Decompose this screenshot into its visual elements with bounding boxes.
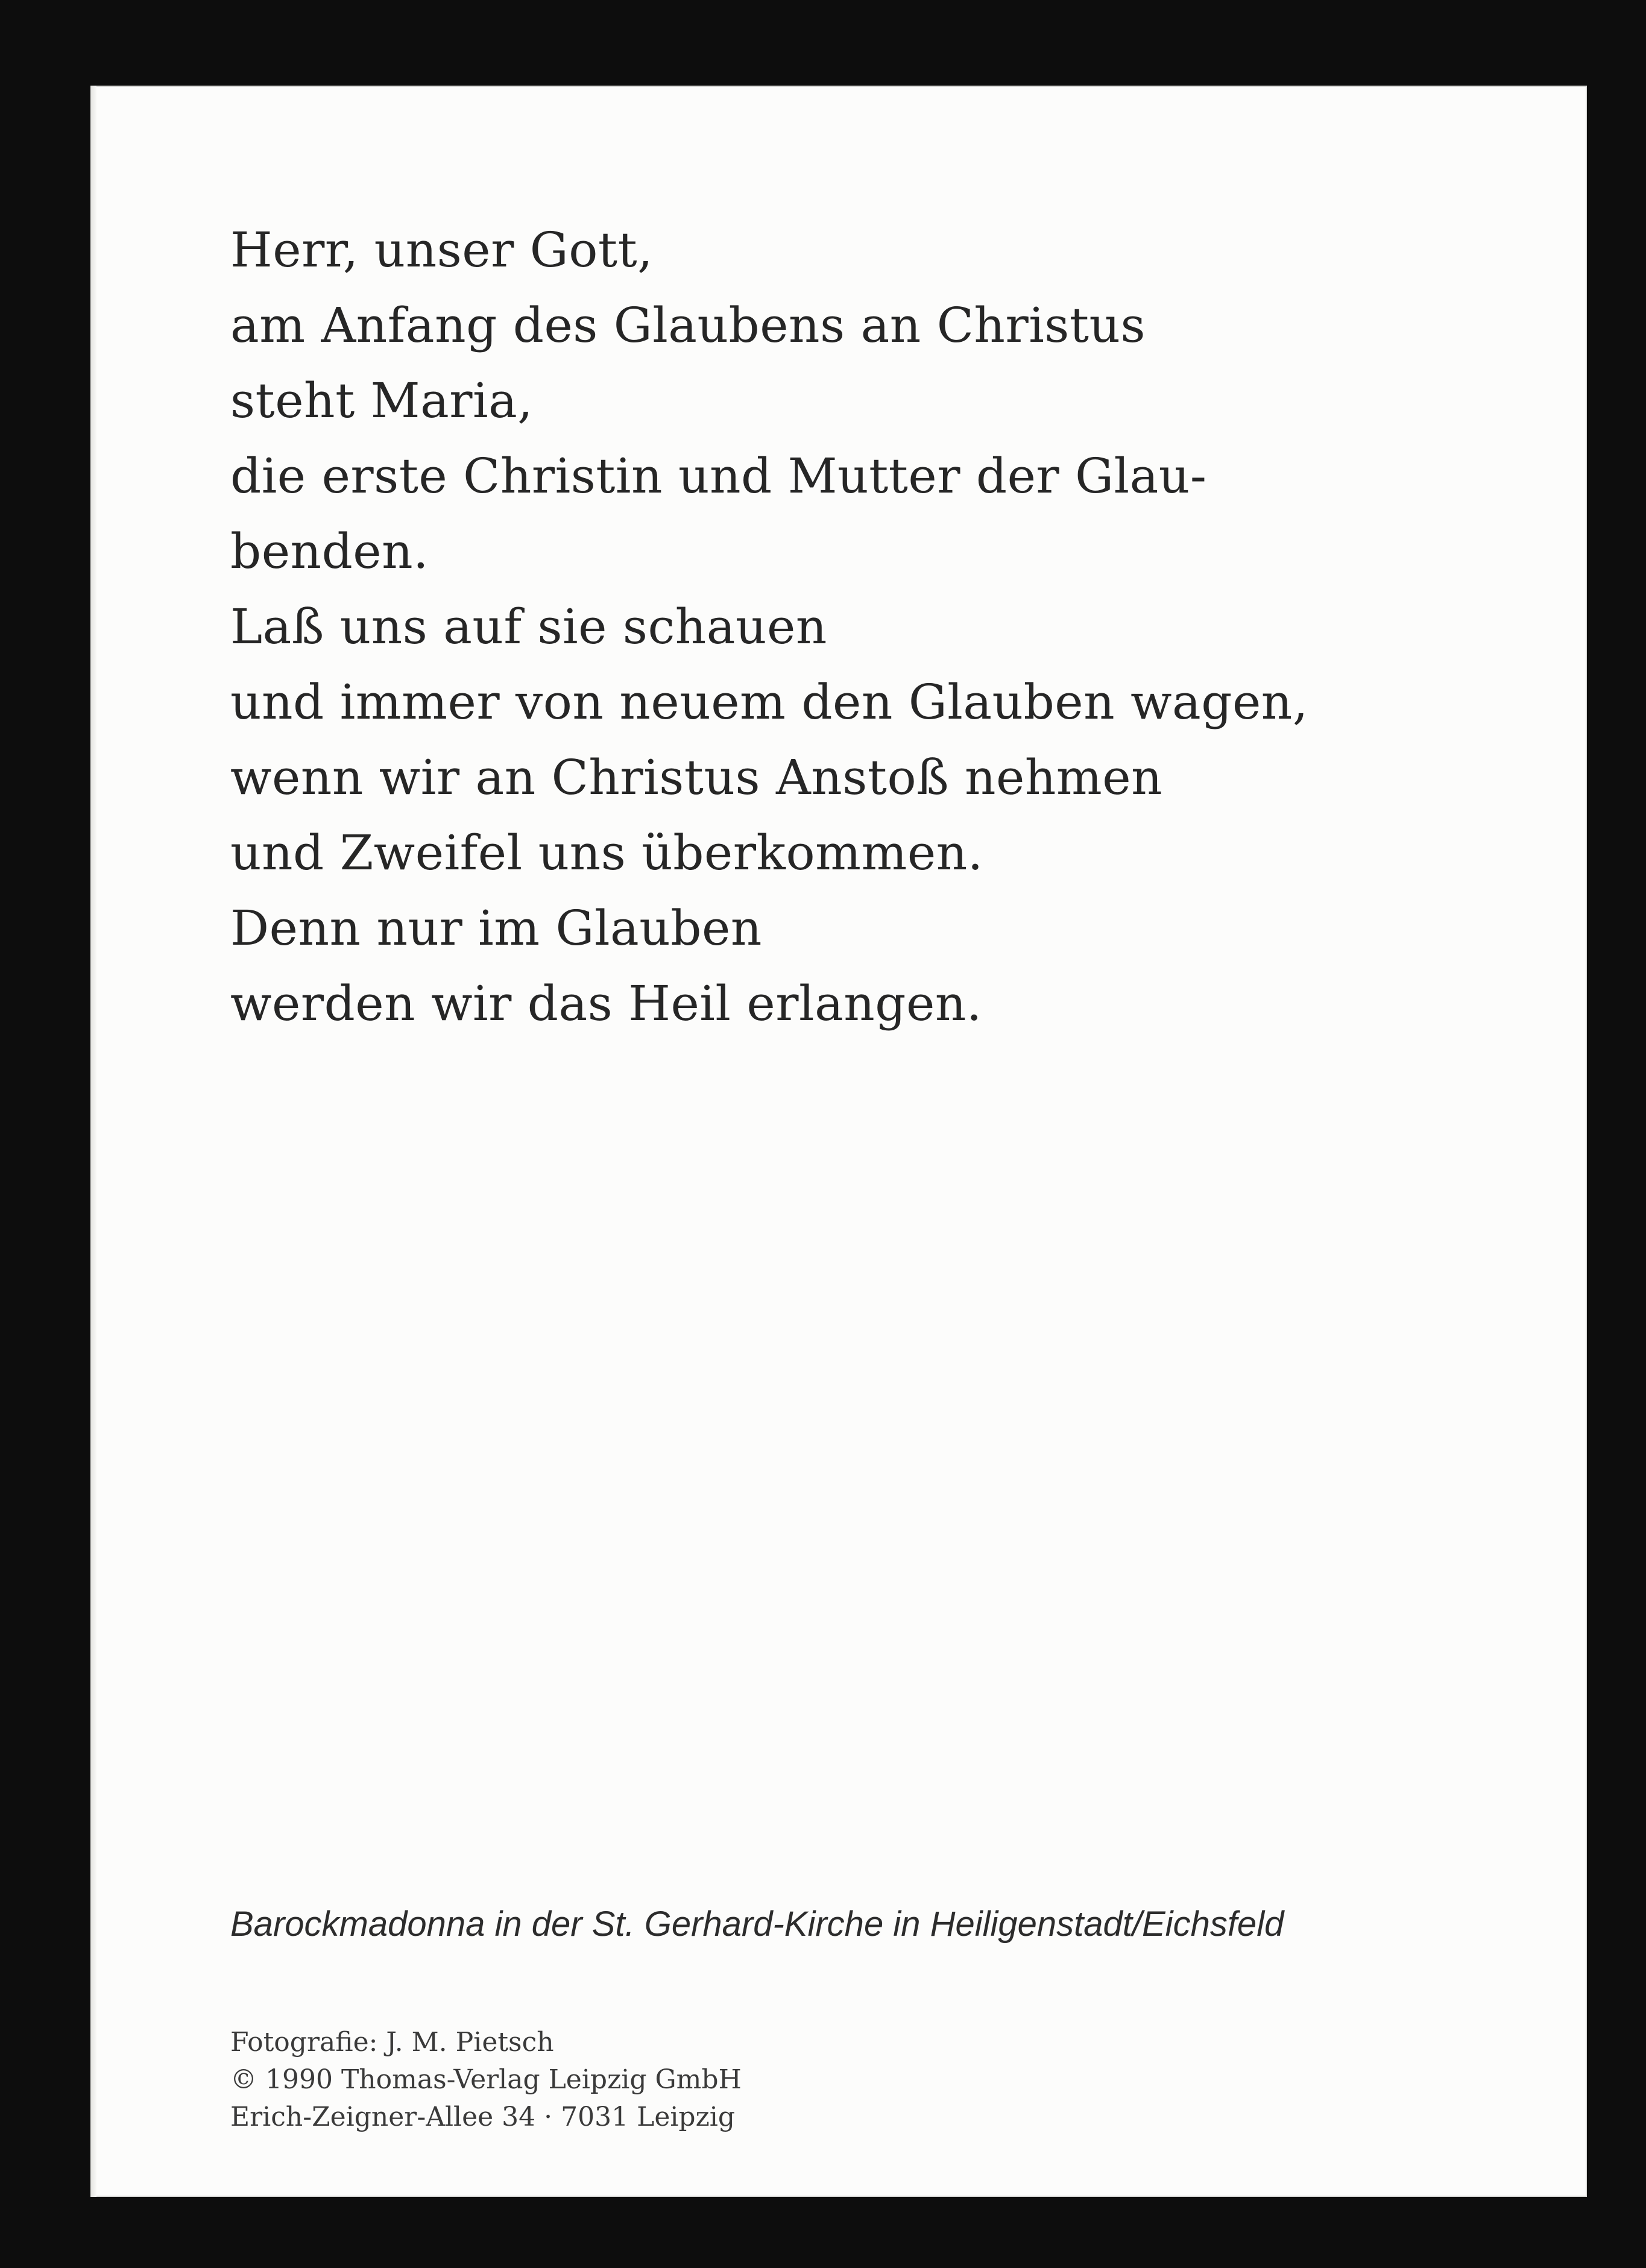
photo-credit: Fotografie: J. M. Pietsch bbox=[230, 2027, 554, 2058]
prayer-line: die erste Christin und Mutter der Glau- bbox=[230, 448, 1207, 504]
image-caption: Barockmadonna in der St. Gerhard-Kirche in Heiligenstadt/Eichsfeld bbox=[230, 1904, 1284, 1944]
prayer-line: werden wir das Heil erlangen. bbox=[230, 975, 982, 1032]
prayer-line: und immer von neuem den Glauben wagen, bbox=[230, 674, 1308, 730]
copyright-notice: © 1990 Thomas-Verlag Leipzig GmbH bbox=[230, 2064, 742, 2095]
prayer-line: am Anfang des Glaubens an Christus bbox=[230, 297, 1146, 353]
prayer-line: und Zweifel uns überkommen. bbox=[230, 825, 983, 881]
prayer-line: wenn wir an Christus Anstoß nehmen bbox=[230, 749, 1163, 805]
card-edge bbox=[90, 86, 96, 2197]
prayer-card bbox=[90, 86, 1587, 2197]
prayer-text bbox=[230, 212, 1527, 1041]
prayer-line: Herr, unser Gott, bbox=[230, 222, 654, 278]
prayer-line: steht Maria, bbox=[230, 373, 534, 429]
prayer-line: benden. bbox=[230, 523, 429, 579]
publisher-address: Erich-Zeigner-Allee 34 · 7031 Leipzig bbox=[230, 2102, 736, 2132]
prayer-line: Laß uns auf sie schauen bbox=[230, 599, 827, 655]
prayer-line: Denn nur im Glauben bbox=[230, 900, 762, 956]
publisher-credits bbox=[230, 2024, 1195, 2136]
